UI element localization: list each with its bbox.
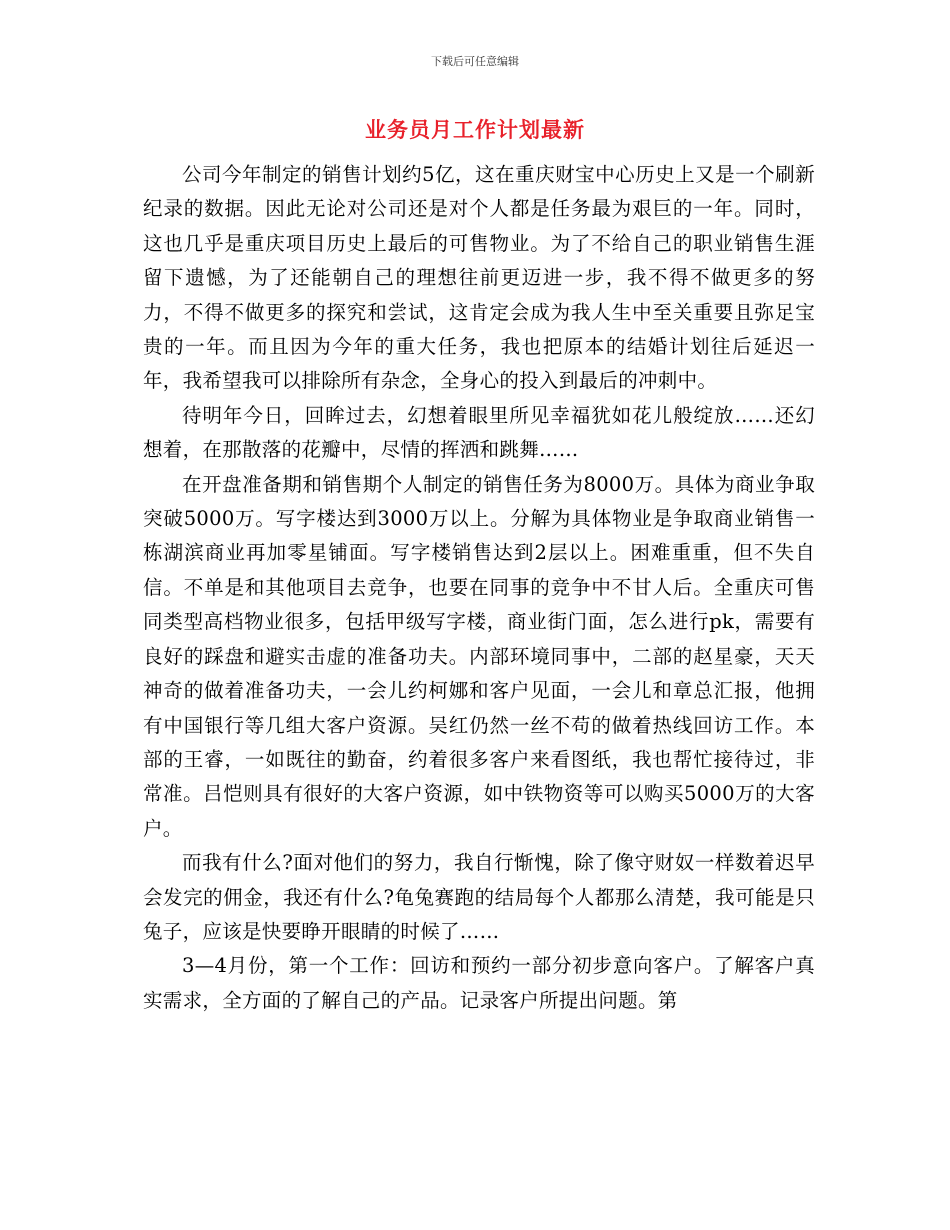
paragraph: 3—4月份，第一个工作：回访和预约一部分初步意向客户。了解客户真实需求，全方面的了解自己的产品。记录客户所提出问题。第: [143, 954, 815, 1012]
paragraph: 而我有什么?面对他们的努力，我自行惭愧，除了像守财奴一样数着迟早会发完的佣金，我还有什么?龟兔赛跑的结局每个人都那么清楚，我可能是只兔子，应该是快要睁开眼睛的时候了……: [143, 851, 815, 943]
document-title: 业务员月工作计划最新: [365, 118, 585, 142]
page-header-note: 下载后可任意编辑: [431, 55, 519, 68]
document-body: [143, 158, 815, 1018]
paragraph: 待明年今日，回眸过去，幻想着眼里所见幸福犹如花儿般绽放……还幻想着，在那散落的花瓣中，尽情的挥洒和跳舞……: [143, 403, 815, 462]
paragraph: 公司今年制定的销售计划约5亿，这在重庆财宝中心历史上又是一个刷新纪录的数据。因此无论对公司还是对个人都是任务最为艰巨的一年。同时，这也几乎是重庆项目历史上最后的可售物业。为了不给自己的职业销售生涯留下遗憾，为了还能朝自己的理想往前更迈进一步，我不得不做更多的努力，不得不做更多的探究和尝试，这肯定会成为我人生中至关重要且弥足宝贵的一年。而且因为今年的重大任务，我也把原本的结婚计划往后延迟一年，我希望我可以排除所有杂念，全身心的投入到最后的冲刺中。: [143, 163, 815, 393]
paragraph: 在开盘准备期和销售期个人制定的销售任务为8000万。具体为商业争取突破5000万。写字楼达到3000万以上。分解为具体物业是争取商业销售一栋湖滨商业再加零星铺面。写字楼销售达到2层以上。困难重重，但不失自信。不单是和其他项目去竞争，也要在同事的竞争中不甘人后。全重庆可售同类型高档物业很多，包括甲级写字楼，商业街门面，怎么进行pk，需要有良好的踩盘和避实击虚的准备功夫。内部环境同事中，二部的赵星豪，天天神奇的做着准备功夫，一会儿约柯娜和客户见面，一会儿和章总汇报，他拥有中国银行等几组大客户资源。吴红仍然一丝不苟的做着热线回访工作。本部的王睿，一如既往的勤奋，约着很多客户来看图纸，我也帮忙接待过，非常准。吕恺则具有很好的大客户资源，如中铁物资等可以购买5000万的大客户。: [143, 472, 815, 840]
